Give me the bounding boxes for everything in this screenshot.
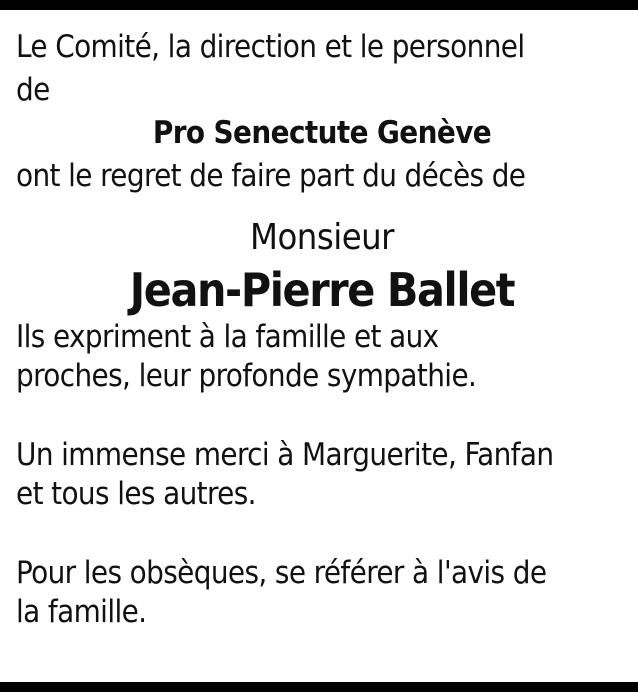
announcement-line: ont le regret de faire part du décès de (16, 158, 526, 194)
death-notice (16, 26, 628, 632)
intro-line-1: Le Comité, la direction et le personnel (16, 29, 525, 65)
thanks-line: Un immense merci à Marguerite, Fanfan (16, 437, 554, 473)
thanks-line: et tous les autres. (16, 476, 256, 512)
bottom-border (0, 682, 638, 692)
top-border (0, 0, 638, 10)
sympathy-line: proches, leur profonde sympathie. (16, 358, 477, 394)
funeral-info-line: Pour les obsèques, se référer à l'avis de (16, 555, 547, 591)
thanks-paragraph (16, 436, 628, 514)
organization-name: Pro Senectute Genève (152, 115, 492, 151)
sympathy-paragraph (16, 318, 628, 396)
deceased-name: Jean-Pierre Ballet (129, 263, 515, 317)
honorific: Monsieur (250, 217, 394, 258)
intro-line-2: de (16, 72, 50, 108)
funeral-info-paragraph (16, 554, 628, 632)
sympathy-line: Ils expriment à la famille et aux (16, 319, 439, 355)
funeral-info-line: la famille. (16, 594, 147, 630)
